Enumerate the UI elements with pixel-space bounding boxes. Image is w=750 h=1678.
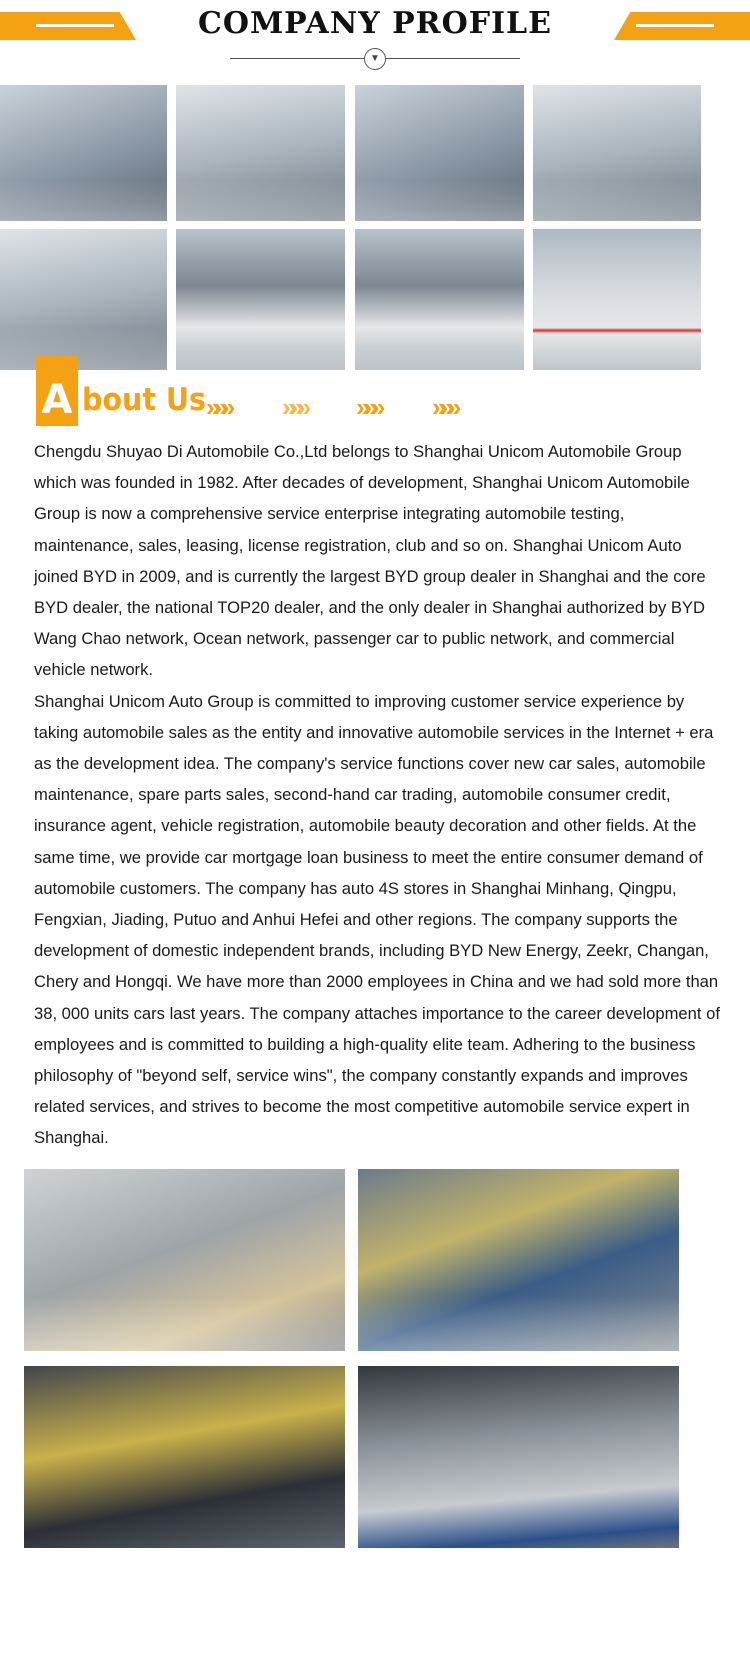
about-initial: A <box>36 356 78 426</box>
parking-lot-cars-photo <box>176 229 345 370</box>
about-heading-text: bout Us <box>82 382 207 418</box>
chevron-down-icon: ▼ <box>364 48 386 70</box>
about-us-heading <box>36 356 536 426</box>
about-paragraph-1: Chengdu Shuyao Di Automobile Co.,Ltd belongs to Shanghai Unicom Automobile Group which was founded in 1982. After decades of development, Shanghai Unicom Automobile Group is now a comprehensive service enterprise integrating automobile testing, maintenance, sales, leasing, license registration, club and so on. Shanghai Unicom Auto joined BYD in 2009, and is currently the largest BYD group dealer in Shanghai and the core BYD dealer, the national TOP20 dealer, and the only dealer in Shanghai authorized by BYD Wang Chao network, Ocean network, passenger car to public network, and commercial vehicle network. <box>34 442 706 680</box>
assembly-line-photo <box>24 1169 345 1351</box>
page-title: COMPANY PROFILE <box>197 6 553 41</box>
chevron-right-icon: »»» <box>282 392 305 422</box>
open-office-photo <box>533 85 701 221</box>
chevron-right-icon: »»» <box>356 392 379 422</box>
aerial-lot-photo <box>355 229 524 370</box>
dealership-building-photo <box>355 85 524 221</box>
about-body <box>34 436 724 1154</box>
showroom-hall-photo <box>0 229 167 370</box>
office-interior-photo <box>176 85 345 221</box>
chevron-right-icon: »»» <box>432 392 455 422</box>
red-carpet-cars-photo <box>533 229 701 370</box>
about-paragraph-2: Shanghai Unicom Auto Group is committed to improving customer service experience by taking automobile sales as the entity and innovative automobile services in the Internet + era as the development idea. The company's service functions cover new car sales, automobile maintenance, spare parts sales, second-hand car trading, automobile consumer credit, insurance agent, vehicle registration, automobile beauty decoration and other fields. At the same time, we provide car mortgage loan business to meet the entire consumer demand of automobile customers. The company has auto 4S stores in Shanghai Minhang, Qingpu, Fengxian, Jiading, Putuo and Anhui Hefei and other regions. The company supports the development of domestic independent brands, including BYD New Energy, Zeekr, Changan, Chery and Hongqi. We have more than 2000 employees in China and we had sold more than 38, 000 units cars last years. The company attaches importance to the career development of employees and is committed to building a high-quality elite team. Adhering to the business philosophy of "beyond self, service wins", the company constantly expands and improves related services, and strives to become the most competitive automobile service expert in Shanghai. <box>34 691 720 1148</box>
chevron-right-icon: »»» <box>206 392 229 422</box>
underbody-line-photo <box>358 1366 679 1548</box>
robotic-line-photo <box>24 1366 345 1548</box>
workers-car-body-photo <box>358 1169 679 1351</box>
company-profile-banner <box>0 0 750 84</box>
building-exterior-photo <box>0 85 167 221</box>
